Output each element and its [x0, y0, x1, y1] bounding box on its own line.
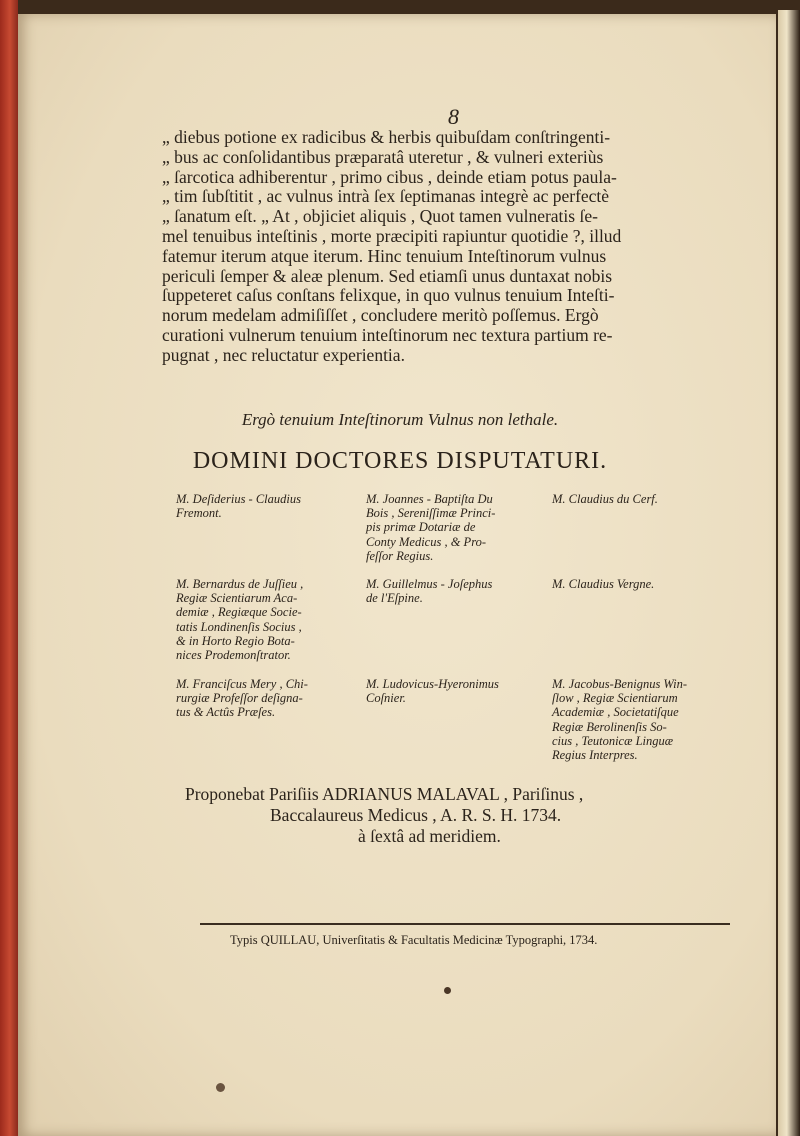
ink-spot [216, 1083, 225, 1092]
conclusion-line: Ergò tenuium Inteſtinorum Vulnus non lethale. [241, 410, 559, 429]
text-line: fatemur iterum atque iterum. Hinc tenuium Inteſtinorum vulnus [162, 245, 607, 266]
doctor-entry: M. Joannes - Baptiſta Du Bois , Sereniſſimæ Princi- pis primæ Dotariæ de Conty Medicus , & Pro- feſſor Regius. [366, 492, 496, 563]
doctores-heading: DOMINI DOCTORES DISPUTATURI. [192, 448, 608, 474]
text-line: „ tim ſubſtitit , ac vulnus intrà ſex ſeptimanas integrè ac perfectè [162, 186, 610, 207]
page-number: 8 [448, 104, 459, 129]
defense-line-2: Baccalaureus Medicus , A. R. S. H. 1734. [270, 805, 562, 825]
doctor-entry: M. Bernardus de Juſſieu , Regiæ Scientiarum Aca- demiæ , Regiæque Socie- tatis Londinenſis Socius , & in Horto Regio Bota- nices Prodemonſtrator. [176, 577, 304, 663]
text-line: mel tenuibus inteſtinis , morte præcipiti rapiuntur quotidie ?, illud [162, 225, 622, 246]
book-spine-edge [0, 0, 18, 1136]
doctor-entry: M. Deſiderius - Claudius Fremont. [176, 492, 301, 521]
doctor-entry: M. Franciſcus Mery , Chi- rurgiæ Profeſſor deſigna- tus & Actûs Præſes. [176, 677, 308, 720]
doctor-entry: M. Guillelmus - Joſephus de l'Eſpine. [366, 577, 493, 606]
defense-line-1: Proponebat Pariſiis ADRIANUS MALAVAL , Pariſinus , [185, 784, 584, 804]
text-line: „ bus ac conſolidantibus præparatâ uteretur , & vulneri exteriùs [162, 146, 604, 167]
text-line: „ ſanatum eſt. „ At , objiciet aliquis , Quot tamen vulneratis ſe- [162, 206, 598, 227]
defense-statement [185, 784, 745, 847]
doctor-entry: M. Claudius Vergne. [552, 577, 655, 591]
doctor-entry: M. Ludovicus-Hyeronimus Coſnier. [366, 677, 499, 706]
text-line: periculi ſemper & aleæ plenum. Sed etiamſi unus duntaxat nobis [162, 265, 613, 286]
text-line: pugnat , nec reluctatur experientia. [162, 344, 405, 365]
page-stack-edge [778, 10, 800, 1136]
ink-spot [444, 987, 451, 994]
text-line: ſuppeteret caſus conſtans felixque, in quo vulnus tenuium Inteſti- [162, 285, 615, 306]
printer-imprint: Typis QUILLAU, Univerſitatis & Facultatis Medicinæ Typographi, 1734. [230, 933, 598, 947]
text-line: curationi vulnerum tenuium inteſtinorum nec textura partium re- [162, 324, 613, 345]
doctor-entry: M. Claudius du Cerf. [552, 492, 658, 506]
defense-line-3: à ſextâ ad meridiem. [358, 826, 501, 846]
text-line: „ diebus potione ex radicibus & herbis quibuſdam conſtringenti- [162, 127, 611, 147]
text-line: „ ſarcotica adhiberentur , primo cibus , deinde etiam potus paula- [162, 166, 617, 187]
doctor-entry: M. Jacobus-Benignus Win- ſlow , Regiæ Scientiarum Academiæ , Societatiſque Regiæ Berolinenſis So- cius , Teutonicæ Linguæ Regius Interpres. [552, 677, 688, 763]
imprint-divider [200, 923, 730, 925]
text-line: norum medelam admiſiſſet , concludere meritò poſſemus. Ergò [162, 305, 599, 326]
main-paragraph [162, 128, 736, 366]
